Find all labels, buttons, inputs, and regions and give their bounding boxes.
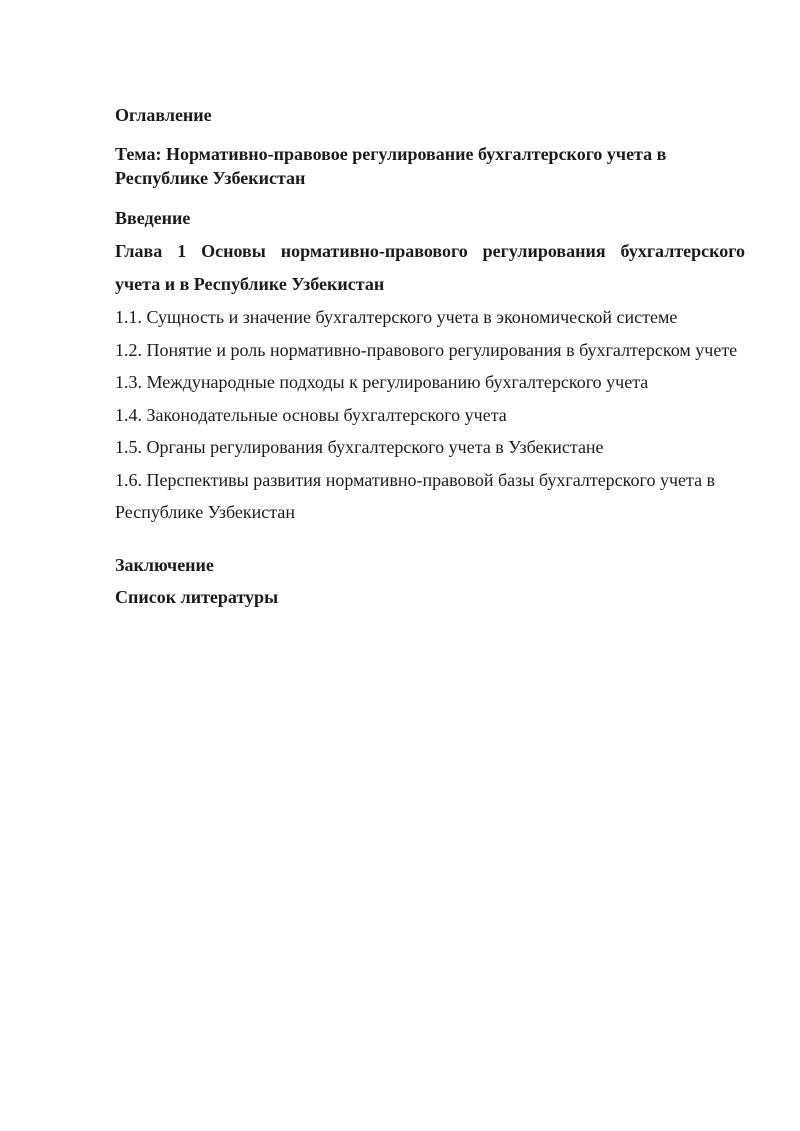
toc-entry-section: 1.4. Законодательные основы бухгалтерского учета (115, 404, 507, 425)
toc-heading: Оглавление (115, 105, 212, 125)
section-spacer (115, 529, 745, 549)
toc-entry-section: 1.5. Органы регулирования бухгалтерского учета в Узбекистане (115, 437, 604, 457)
toc-entry-section: 1.2. Понятие и роль нормативно-правового регулирования в бухгалтерском учете (115, 339, 738, 360)
toc-entry-chapter-1 (115, 235, 745, 301)
table-of-contents (115, 103, 745, 613)
chapter-title-line-1: Глава 1 Основы нормативно-правового регулирования бухгалтерского (115, 241, 745, 261)
chapter-title-line-2: учета и в Республике Узбекистан (115, 274, 385, 294)
toc-entry-section: 1.6. Перспективы развития нормативно-правовой базы бухгалтерского учета в Республике Узбекистан (115, 469, 716, 522)
topic-title: Тема: Нормативно-правовое регулирование бухгалтерского учета в Республике Узбекистан (115, 144, 667, 188)
toc-entry-conclusion: Заключение (115, 554, 214, 575)
toc-entry-references: Список литературы (115, 586, 279, 607)
toc-entry-introduction: Введение (115, 208, 191, 228)
toc-entry-section: 1.3. Международные подходы к регулированию бухгалтерского учета (115, 372, 649, 392)
toc-entry-section: 1.1. Сущность и значение бухгалтерского учета в экономической системе (115, 307, 678, 327)
